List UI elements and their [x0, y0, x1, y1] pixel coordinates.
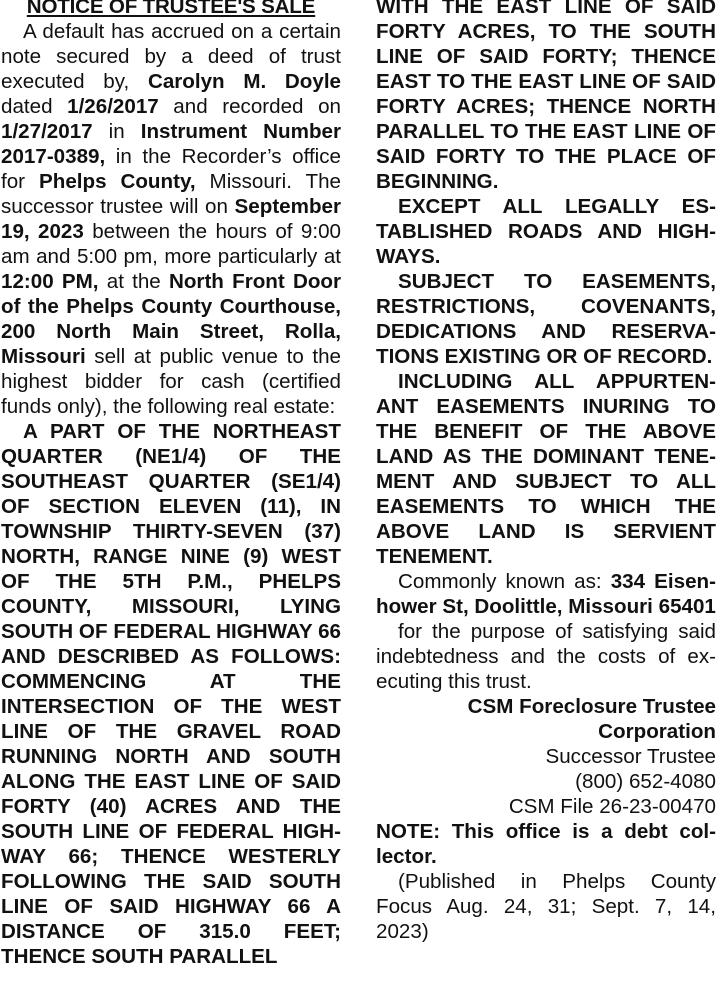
intro-bold-run: 12:00 PM, — [1, 270, 99, 293]
subject-clause: SUBJECT TO EASEMENTS, RESTRICTIONS, COVENANTS, DEDICATIONS AND RESERVATIONS EXISTING OR OF RECORD. — [376, 270, 716, 368]
publication-info: (Published in Phelps County Focus Aug. 24, 31; Sept. 7, 14, 2023) — [376, 870, 716, 943]
intro-paragraph — [1, 19, 341, 419]
including-clause: INCLUDING ALL APPURTENANT EASEMENTS INURING TO THE BENEFIT OF THE ABOVE LAND AS THE DOMINANT TENEMENT AND SUBJECT TO ALL EASEMENTS TO WHICH THE ABOVE LAND IS SERVIENT TENEMENT. — [376, 370, 716, 568]
notice-heading: NOTICE OF TRUSTEE'S SALE — [26, 0, 316, 18]
trustee-phone: (800) 652-4080 — [575, 770, 716, 793]
intro-text-run: Missouri. The successor trustee will on — [1, 170, 341, 218]
intro-bold-run: September 19, 2023 — [1, 195, 341, 243]
right-column — [376, 0, 716, 944]
intro-text-run: sell at public venue to the highest bidder for cash (certified funds only), the following real estate: — [1, 345, 341, 418]
legal-description-continued: WITH THE EAST LINE OF SAID FORTY ACRES, TO THE SOUTH LINE OF SAID FORTY; THENCE EAST TO THE EAST LINE OF SAID FORTY ACRES; THENCE NORTH PARALLEL TO THE EAST LINE OF SAID FORTY TO THE PLACE OF BEGINNING. — [376, 0, 716, 193]
intro-bold-run: North Front Door of the Phelps County Courthouse, 200 North Main Street, Rolla, Missouri — [1, 270, 341, 368]
intro-bold-run: Carolyn M. Doyle — [147, 70, 342, 93]
intro-text-run: between the hours of 9:00 am and 5:00 pm, more particularly at — [1, 220, 341, 268]
debt-collector-note: NOTE: This office is a debt collector. — [376, 820, 716, 868]
trustee-name-text: CSM Foreclosure Trustee Corporation — [467, 695, 716, 743]
intro-bold-run: 1/26/2017 — [67, 95, 159, 118]
intro-bold-run: 1/27/2017 — [1, 120, 93, 143]
legal-description: A PART OF THE NORTHEAST QUARTER (NE1/4) OF THE SOUTHEAST QUARTER (SE1/4) OF SECTION ELEVEN (11), IN TOWNSHIP THIRTY-SEVEN (37) NORTH, RANGE NINE (9) WEST OF THE 5TH P.M., PHELPS COUNTY, MISSOURI, LYING SOUTH OF FEDERAL HIGHWAY 66 AND DESCRIBED AS FOLLOWS: COMMENCING AT THE INTERSECTION OF THE WEST LINE OF THE GRAVEL ROAD RUNNING NORTH AND SOUTH ALONG THE EAST LINE OF SAID FORTY (40) ACRES AND THE SOUTH LINE OF FEDERAL HIGHWAY 66; THENCE WESTERLY FOLLOWING THE SAID SOUTH LINE OF SAID HIGHWAY 66 A DISTANCE OF 315.0 FEET; THENCE SOUTH PARALLEL — [1, 420, 341, 968]
known-as-label: Commonly known as: — [398, 570, 611, 593]
intro-bold-run: Phelps County, — [39, 170, 196, 193]
intro-text-run: and recorded on — [158, 95, 341, 118]
property-address: 334 Eisenhower St, Doolittle, Missouri 65401 — [376, 570, 716, 618]
intro-text-run: at the — [98, 270, 169, 293]
trustee-role: Successor Trustee — [545, 745, 716, 768]
left-column — [1, 0, 341, 969]
intro-text-run: A default has accrued on a certain note secured by a deed of trust executed by, — [1, 20, 341, 93]
intro-text-run: in — [92, 120, 141, 143]
purpose-paragraph: for the purpose of satisfying said indebtedness and the costs of executing this trust. — [376, 620, 716, 693]
file-number: CSM File 26-23-00470 — [508, 795, 716, 818]
intro-bold-run: Instrument Number 2017-0389, — [1, 120, 341, 168]
intro-text-run: dated — [1, 95, 68, 118]
except-clause: EXCEPT ALL LEGALLY ESTABLISHED ROADS AND HIGHWAYS. — [376, 195, 716, 268]
trustee-name — [376, 694, 716, 744]
intro-text-run: in the Recorder’s office for — [1, 145, 341, 193]
known-as-paragraph — [376, 569, 716, 619]
